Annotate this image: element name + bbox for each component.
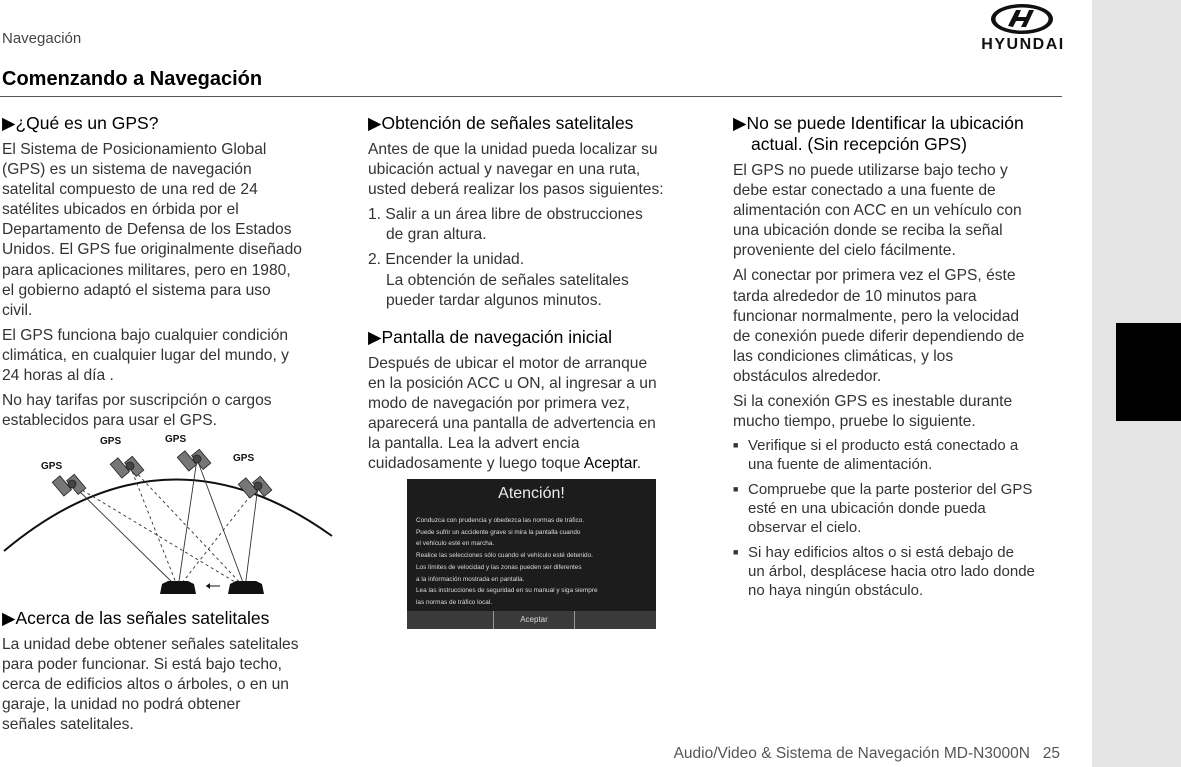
column-2	[368, 113, 698, 474]
dialog-title: Atención!	[498, 485, 565, 502]
column-1-lower	[2, 608, 340, 735]
bullet-icon: ■	[733, 547, 739, 558]
language-tab-label: Español	[1142, 330, 1165, 412]
column-1	[2, 113, 340, 431]
gps-label: GPS	[233, 453, 255, 464]
paragraph-signal-requirements: La unidad debe obtener señales satelitales para poder funcionar. Si está bajo techo, cerca de edificios altos o árboles, o en un garaje, la unidad no podrá obtener señales satelitales.	[2, 636, 299, 734]
footer-title: Audio/Video & Sistema de Navegación MD-N3000N	[673, 745, 1030, 762]
step-1: 1. Salir a un área libre de obstrucciones de gran altura.	[368, 206, 643, 244]
accept-reference: Aceptar	[583, 455, 637, 473]
paragraph-unstable: Si la conexión GPS es inestable durante mucho tiempo, pruebe lo siguiente.	[733, 393, 1013, 431]
heading-que-es-gps: ▶¿Qué es un GPS?	[2, 113, 159, 133]
paragraph-gps-fees: No hay tarifas por suscripción o cargos establecidos para usar el GPS.	[2, 392, 272, 430]
paragraph-first-connection: Al conectar por primera vez el GPS, éste tarda alrededor de 10 minutos para funcionar normalmente, pero la velocidad de conexión puede diferir dependiendo de las condiciones climáticas, y los obstáculos alrededor.	[733, 267, 1025, 385]
bullet-icon: ■	[733, 440, 739, 451]
section-name: Navegación	[2, 30, 82, 47]
brand-wordmark: HYUNDAI	[981, 36, 1065, 53]
paragraph-gps-conditions: El GPS funciona bajo cualquier condición climática, en cualquier lugar del mundo, y 24 horas al día .	[2, 326, 289, 385]
list-item: ■ Verifique si el producto está conectado a una fuente de alimentación.	[733, 437, 1019, 474]
page-title: Comenzando a Navegación	[2, 68, 263, 90]
paragraph-gps-indoor: El GPS no puede utilizarse bajo techo y debe estar conectado a una fuente de alimentación con ACC en un vehículo con una ubicación donde se reciba la señal proveniente del cielo fácilmente.	[733, 162, 1022, 260]
gps-label: GPS	[41, 461, 63, 472]
paragraph-steps-intro: Antes de que la unidad pueda localizar su ubicación actual y navegar en una ruta, usted deberá realizar los pasos siguientes:	[368, 141, 664, 199]
column-3	[733, 113, 1065, 600]
step-2: 2. Encender la unidad. La obtención de señales satelitales pueder tardar algunos minutos.	[368, 251, 629, 309]
list-item: ■ Compruebe que la parte posterior del GPS esté en una ubicación donde pueda observar el cielo.	[733, 481, 1033, 537]
car-icon	[160, 581, 264, 594]
gps-label: GPS	[100, 436, 122, 447]
gps-label: GPS	[165, 434, 187, 445]
list-item: ■ Si hay edificios altos o si está debajo de un árbol, desplácese hacia otro lado donde no haya ningún obstáculo.	[733, 544, 1035, 600]
gps-satellite-illustration	[0, 426, 340, 598]
heading-sin-recepcion: ▶No se puede Identificar la ubicación actual. (Sin recepción GPS)	[733, 113, 1024, 154]
page-number: 25	[1042, 745, 1060, 762]
heading-obtencion-senales: ▶Obtención de señales satelitales	[368, 113, 634, 133]
heading-pantalla-inicial: ▶Pantalla de navegación inicial	[368, 326, 613, 347]
paragraph-warning-screen: Después de ubicar el motor de arranque en la posición ACC u ON, al ingresar a un modo de navegación por primera vez, aparecerá una pantalla de advertencia en la pantalla. Lea la advert encia cuidadosamente y luego toque Aceptar.	[368, 354, 657, 473]
dialog-message: Conduzca con prudencia y obedezca las normas de tráfico. Puede sufrir un accidente grave si mira la pantalla cuando el vehículo esté en marcha. Realice las selecciones sólo cuando el vehículo esté detenido. Los límites de velocidad y las zonas pueden ser diferentes a la información mostrada en pantalla. Lea las instrucciones de seguridad en su manual y siga siempre las normas de tráfico local.	[416, 517, 598, 606]
title-divider	[0, 96, 1062, 97]
bullet-icon: ■	[733, 484, 739, 495]
heading-senales-satelitales: ▶Acerca de las señales satelitales	[2, 608, 270, 628]
paragraph-gps-definition: El Sistema de Posicionamiento Global (GPS) es un sistema de navegación satelital compuesto de una red de 24 satélites ubicados en órbida por el Departamento de Defensa de los Estados Unidos. El GPS fue originalmente diseñado para aplicaciones militares, pero en 1980, el gobierno adaptó el sistema para uso civil.	[2, 141, 302, 319]
dialog-accept-button[interactable]: Aceptar	[493, 611, 575, 629]
warning-dialog-screenshot	[407, 479, 656, 629]
